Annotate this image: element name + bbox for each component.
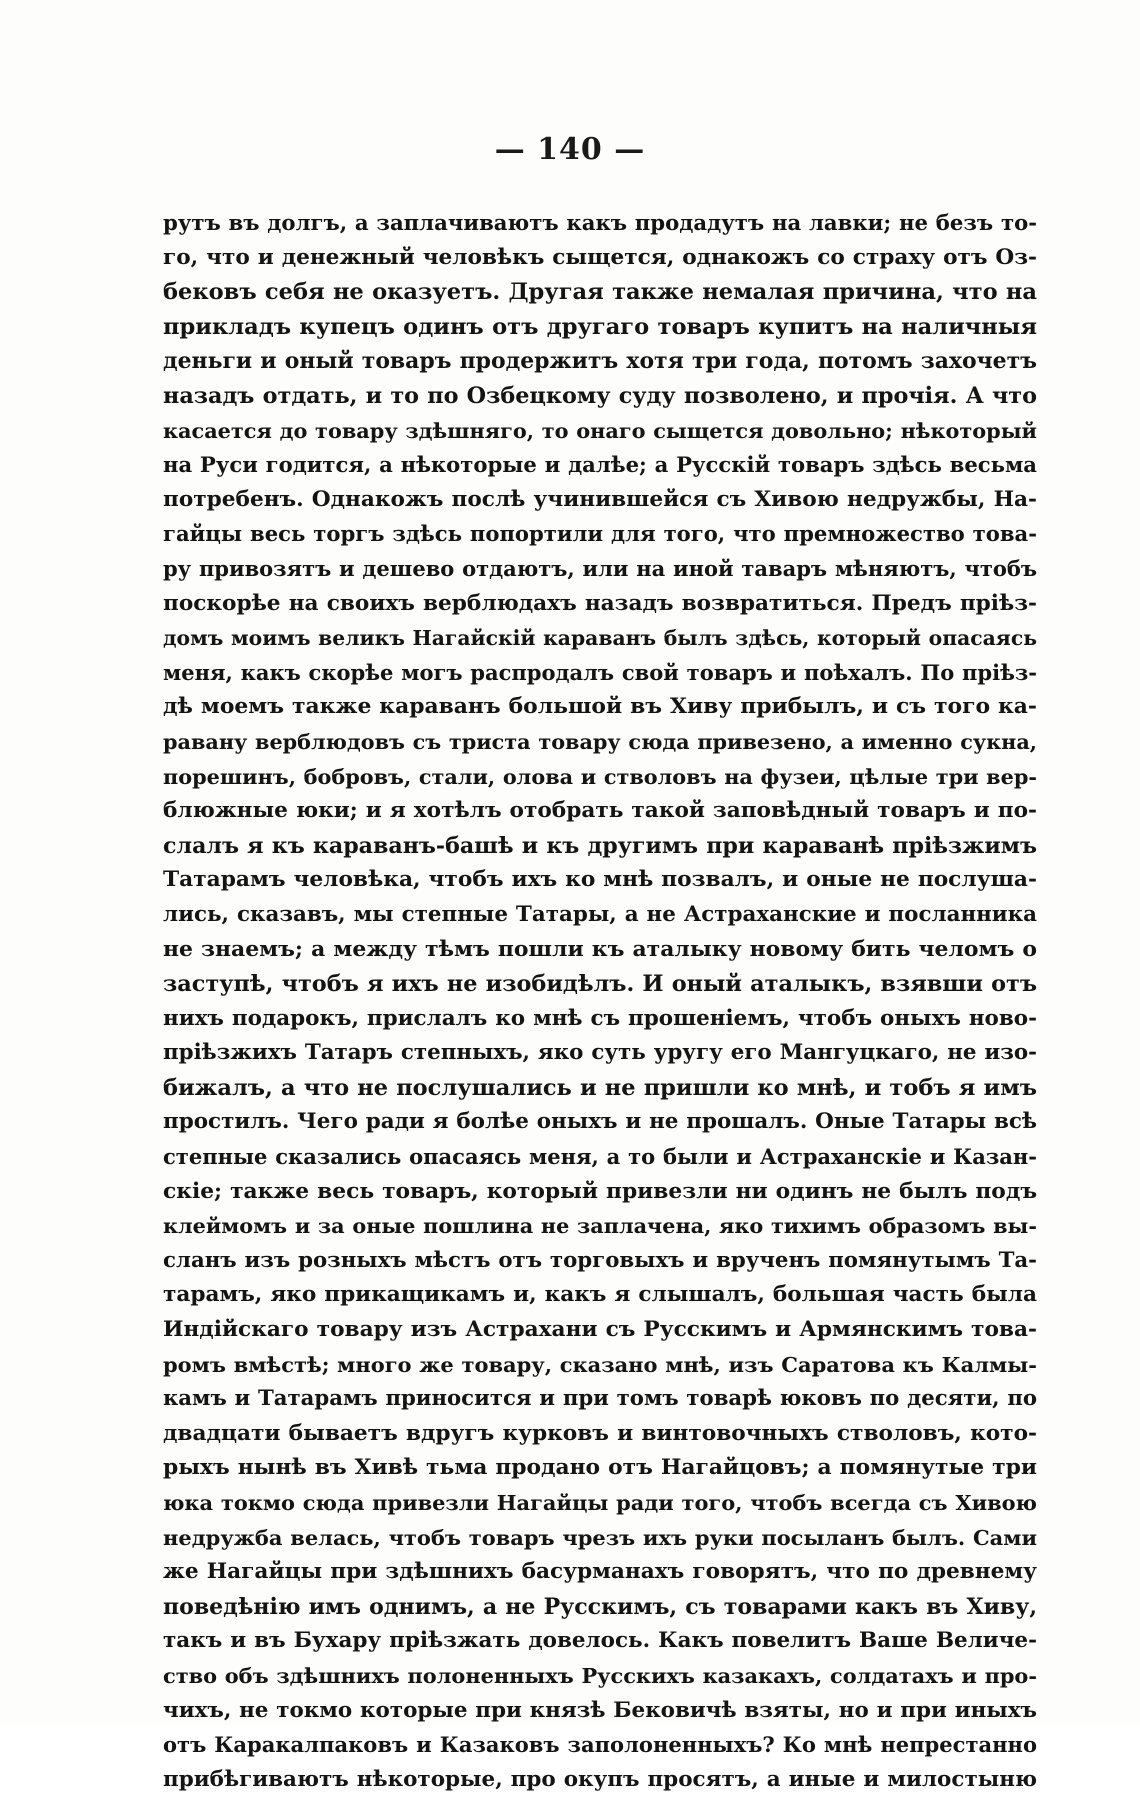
text-line: бижалъ, а что не послушались и не пришли ко мнѣ, и тобъ я имъ [163, 1074, 1037, 1101]
text-line: ромъ вмѣстѣ; много же товару, сказано мнѣ, изъ Саратова къ Калмы- [163, 1351, 1037, 1377]
text-line: нихъ подарокъ, прислалъ ко мнѣ съ прошеніемъ, чтобъ оныхъ ново- [163, 1005, 1037, 1031]
text-line: назадъ отдать, и то по Озбецкому суду позволено, и прочія. А что [163, 382, 1037, 409]
text-line: тарамъ, яко прикащикамъ и, какъ я слышалъ, большая часть была [163, 1282, 1037, 1308]
text-line: прикладъ купецъ одинъ отъ другаго товаръ купитъ на наличныя [163, 313, 1037, 340]
text-line: чихъ, не токмо которые при князѣ Бековичѣ взяты, но и при иныхъ [163, 1697, 1037, 1723]
text-line: поскорѣе на своихъ верблюдахъ назадъ возвратиться. Предъ пріѣз- [163, 590, 1037, 616]
text-line: домъ моимъ великъ Нагайскій караванъ былъ здѣсь, который опасаясь [163, 626, 1037, 651]
text-line: юка токмо сюда привезли Нагайцы ради того, чтобъ всегда съ Хивою [163, 1489, 1037, 1515]
text-line: рутъ въ долгъ, а заплачиваютъ какъ продадутъ на лавки; не безъ то- [163, 210, 1037, 235]
text-line: Татарамъ человѣка, чтобъ ихъ ко мнѣ позвалъ, и оные не послуша- [163, 867, 1037, 893]
text-line: равану верблюдовъ съ триста товару сюда привезено, а именно сукна, [163, 729, 1037, 754]
text-line: Индійскаго товару изъ Астрахани съ Русскимъ и Армянскимъ това- [163, 1317, 1037, 1342]
text-line: простилъ. Чего ради я болѣе оныхъ и не прошалъ. Оные Татары всѣ [163, 1109, 1037, 1135]
text-line: не знаемъ; а между тѣмъ пошли къ аталыку новому бить челомъ о [163, 936, 1037, 963]
text-line: такъ и въ Бухару пріѣзжать довелось. Какъ повелитъ Ваше Величе- [163, 1628, 1037, 1654]
text-line: прибѣгиваютъ нѣкоторые, про окупъ просятъ, а иные и милостыню [163, 1766, 1037, 1792]
text-line: го, что и денежный человѣкъ сыщется, однакожъ со страху отъ Оз- [163, 244, 1037, 270]
text-line: камъ и Татарамъ приносится и при томъ товарѣ юковъ по десяти, по [163, 1386, 1037, 1412]
text-line: поведѣнію имъ однимъ, а не Русскимъ, съ товарами какъ въ Хиву, [163, 1593, 1037, 1620]
text-line: слалъ я къ караванъ-башѣ и къ другимъ при караванѣ пріѣзжимъ [163, 832, 1037, 859]
text-line: же Нагайцы при здѣшнихъ басурманахъ говорятъ, что по древнему [163, 1559, 1037, 1585]
text-line: скіе; также весь товаръ, который привезли ни одинъ не былъ подъ [163, 1178, 1037, 1204]
text-line: порешинъ, бобровъ, стали, олова и стволовъ на фузеи, цѣлые три вер- [163, 763, 1037, 789]
body-text [163, 206, 1037, 1797]
text-line: гайцы весь торгъ здѣсь попортили для того, что премножество това- [163, 521, 1037, 547]
text-line: потребенъ. Однакожъ послѣ учинившейся съ Хивою недружбы, На- [163, 486, 1037, 512]
text-line: деньги и оный товаръ продержитъ хотя три года, потомъ захочетъ [163, 348, 1037, 375]
text-line: заступѣ, чтобъ я ихъ не изобидѣлъ. И оный аталыкъ, взявши отъ [163, 971, 1037, 998]
text-line: бековъ себя не оказуетъ. Другая также немалая причина, что на [163, 279, 1037, 306]
text-line: клеймомъ и за оные пошлина не заплачена, яко тихимъ образомъ вы- [163, 1213, 1037, 1239]
text-line: ру привозятъ и дешево отдаютъ, или на иной таваръ мѣняютъ, чтобъ [163, 555, 1037, 581]
page-number: — 140 — [494, 132, 646, 167]
text-line: пріѣзжихъ Татаръ степныхъ, яко суть уругу его Мангуцкаго, не изо- [163, 1040, 1037, 1066]
text-line: недружба велась, чтобъ товаръ чрезъ ихъ руки посыланъ былъ. Сами [163, 1524, 1037, 1550]
text-line: степные сказались опасаясь меня, а то были и Астраханскіе и Казан- [163, 1144, 1037, 1170]
text-line: дѣ моемъ также караванъ большой въ Хиву прибылъ, и съ того ка- [163, 694, 1037, 720]
text-line: ство объ здѣшнихъ полоненныхъ Русскихъ казакахъ, солдатахъ и про- [163, 1662, 1037, 1688]
text-line: меня, какъ скорѣе могъ распродалъ свой товаръ и поѣхалъ. По пріѣз- [163, 659, 1037, 685]
text-line: на Руси годится, а нѣкоторые и далѣе; а Русскій товаръ здѣсь весьма [163, 452, 1037, 478]
text-line: блюжные юки; и я хотѣлъ отобрать такой заповѣдный товаръ и по- [163, 798, 1037, 824]
text-line: касается до товару здѣшняго, то онаго сыщется довольно; нѣкоторый [163, 417, 1037, 443]
text-line: двадцати бываетъ вдругъ курковъ и винтовочныхъ стволовъ, кото- [163, 1420, 1037, 1446]
text-line: отъ Каракалпаковъ и Казаковъ заполоненныхъ? Ко мнѣ непрестанно [163, 1732, 1037, 1758]
text-line: сланъ изъ розныхъ мѣстъ отъ торговыхъ и врученъ помянутымъ Та- [163, 1247, 1037, 1273]
text-line: рыхъ нынѣ въ Хивѣ тьма продано отъ Нагайцовъ; а помянутые три [163, 1455, 1037, 1481]
text-line: лись, сказавъ, мы степные Татары, а не Астраханские и посланника [163, 901, 1037, 927]
